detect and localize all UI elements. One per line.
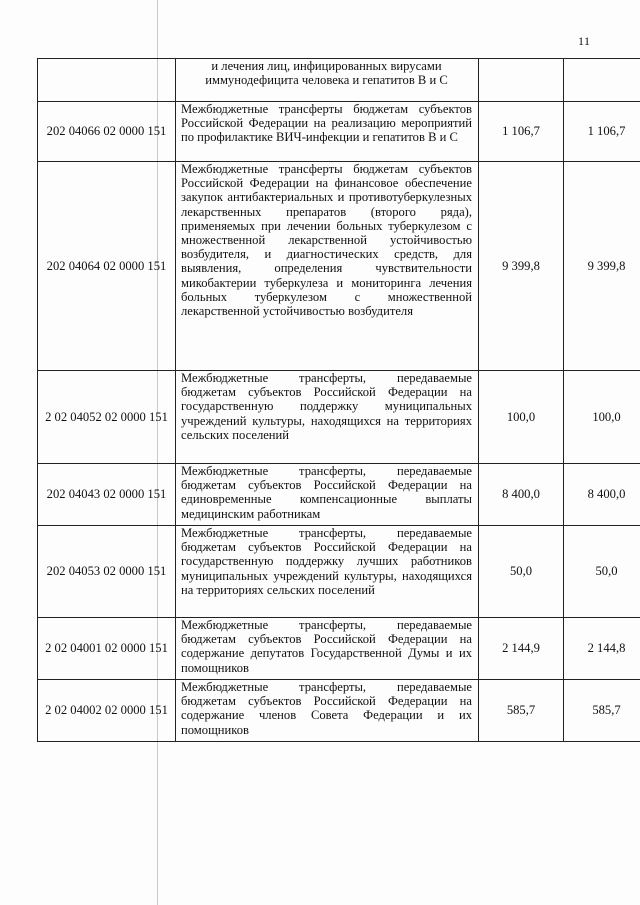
table-row xyxy=(38,680,640,742)
description-cell: Межбюджетные трансферты бюджетам субъектов Российской Федерации на финансовое обеспечение закупок антибактериальных и противотуберкулезных лекарственных препаратов (второго ряда), применяемых при лечении больных туберкулезом с множественной лекарственной устойчивостью возбудителя, и диагностических средств, для выявления, определения чувствительности микобактерии туберкулеза и мониторинга лечения больных туберкулезом с множественной лекарственной устойчивостью возбудителя xyxy=(176,162,479,371)
table-row xyxy=(38,371,640,464)
value-plan-cell: 100,0 xyxy=(479,371,564,464)
budget-code-cell: 202 04064 02 0000 151 xyxy=(38,162,176,371)
budget-code-cell: 2 02 04052 02 0000 151 xyxy=(38,371,176,464)
value-plan-cell: 50,0 xyxy=(479,526,564,618)
value-actual-cell xyxy=(564,59,640,102)
table-row xyxy=(38,162,640,371)
budget-code-cell xyxy=(38,59,176,102)
value-actual-cell: 8 400,0 xyxy=(564,464,640,526)
description-cell: Межбюджетные трансферты, передаваемые бюджетам субъектов Российской Федерации на содержание депутатов Государственной Думы и их помощников xyxy=(176,618,479,680)
table-row xyxy=(38,526,640,618)
value-plan-cell: 1 106,7 xyxy=(479,102,564,162)
value-plan-cell: 2 144,9 xyxy=(479,618,564,680)
description-cell: Межбюджетные трансферты, передаваемые бюджетам субъектов Российской Федерации на государственную поддержку лучших работников муниципальных учреждений культуры, находящихся на территориях сельских поселений xyxy=(176,526,479,618)
value-plan-cell: 585,7 xyxy=(479,680,564,742)
value-plan-cell: 8 400,0 xyxy=(479,464,564,526)
budget-code-cell: 202 04053 02 0000 151 xyxy=(38,526,176,618)
description-cell: Межбюджетные трансферты бюджетам субъектов Российской Федерации на реализацию мероприятий по профилактике ВИЧ-инфекции и гепатитов В и С xyxy=(176,102,479,162)
value-actual-cell: 9 399,8 xyxy=(564,162,640,371)
description-cell: и лечения лиц, инфицированных вирусами иммунодефицита человека и гепатитов В и С xyxy=(176,59,479,102)
value-plan-cell: 9 399,8 xyxy=(479,162,564,371)
budget-code-cell: 2 02 04002 02 0000 151 xyxy=(38,680,176,742)
page-number: 11 xyxy=(578,34,591,48)
value-actual-cell: 100,0 xyxy=(564,371,640,464)
budget-code-cell: 2 02 04001 02 0000 151 xyxy=(38,618,176,680)
table-row xyxy=(38,59,640,102)
table-row xyxy=(38,618,640,680)
description-cell: Межбюджетные трансферты, передаваемые бюджетам субъектов Российской Федерации на государственную поддержку муниципальных учреждений культуры, находящихся на территориях сельских поселений xyxy=(176,371,479,464)
budget-table xyxy=(37,58,640,742)
budget-code-cell: 202 04066 02 0000 151 xyxy=(38,102,176,162)
description-cell: Межбюджетные трансферты, передаваемые бюджетам субъектов Российской Федерации на содержание членов Совета Федерации и их помощников xyxy=(176,680,479,742)
description-cell: Межбюджетные трансферты, передаваемые бюджетам субъектов Российской Федерации на единовременные компенсационные выплаты медицинским работникам xyxy=(176,464,479,526)
budget-code-cell: 202 04043 02 0000 151 xyxy=(38,464,176,526)
value-actual-cell: 50,0 xyxy=(564,526,640,618)
value-actual-cell: 585,7 xyxy=(564,680,640,742)
value-actual-cell: 1 106,7 xyxy=(564,102,640,162)
table-row xyxy=(38,464,640,526)
value-plan-cell xyxy=(479,59,564,102)
value-actual-cell: 2 144,8 xyxy=(564,618,640,680)
table-row xyxy=(38,102,640,162)
